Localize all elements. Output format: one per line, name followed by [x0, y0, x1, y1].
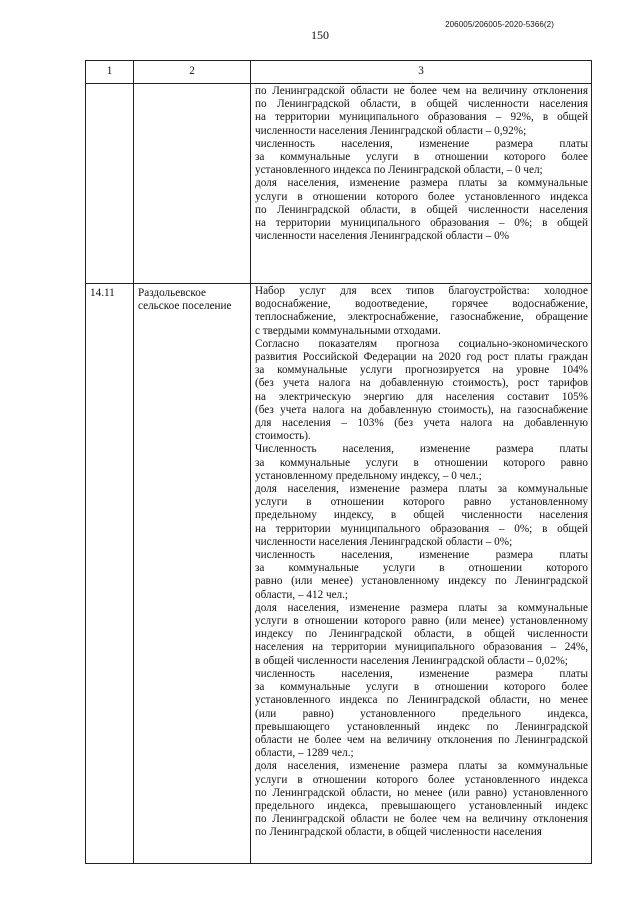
text-line: услуги в отношении которого более установленного индекса — [255, 773, 588, 786]
text-line: доля населения, изменение размера платы за коммунальные — [255, 177, 588, 190]
text-line: за коммунальные услуги в отношении которого более — [255, 681, 588, 694]
text-line: области, – 412 чел.; — [255, 588, 349, 601]
text-line: за коммунальные услуги прогнозируется на уровне 104% — [255, 364, 588, 377]
table-header-row — [86, 61, 592, 84]
text-line: (или равно) установленного предельного индекса, — [255, 707, 588, 720]
text-line: (без учета налога на добавленную стоимость), на газоснабжение — [255, 403, 588, 416]
text-line: численности населения Ленинградской области – 0% — [255, 230, 510, 243]
text-line: доля населения, изменение размера платы за коммунальные — [255, 760, 588, 773]
text-line: Согласно показателям прогноза социально-экономического — [255, 337, 588, 350]
text-line: установленного индекса по Ленинградской области, но менее — [255, 694, 588, 707]
text-line: доля населения, изменение размера платы за коммунальные — [255, 601, 588, 614]
text-line: теплоснабжение, электроснабжение, газоснабжение, обращение — [255, 311, 588, 324]
settlement-name-cell — [134, 84, 251, 284]
text-line: стоимость). — [255, 430, 311, 443]
text-line: за коммунальные услуги в отношении которого равно — [255, 456, 588, 469]
text-line: по Ленинградской области, но менее (или равно) установленного — [255, 786, 588, 799]
text-line: на электрическую энергию для населения составит 105% — [255, 390, 588, 403]
tariff-table — [85, 60, 592, 864]
description-cell — [251, 284, 592, 864]
row-number-cell — [86, 84, 134, 284]
table-row — [86, 284, 592, 864]
column-header-3: 3 — [251, 61, 592, 84]
row-number-cell: 14.11 — [86, 284, 134, 864]
text-line: для населения – 103% (без учета налога на добавленную — [255, 417, 588, 430]
text-line: водоснабжение, водоотведение, горячее водоснабжение, — [255, 298, 588, 311]
text-line: за коммунальные услуги в отношении которого — [255, 562, 588, 575]
text-line: доля населения, изменение размера платы за коммунальные — [255, 483, 588, 496]
text-line: за коммунальные услуги в отношении которого более — [255, 151, 588, 164]
table-row — [86, 84, 592, 284]
text-line: на территории муниципального образования – 92%, в общей — [255, 111, 588, 124]
text-line: по Ленинградской области не более чем на величину отклонения — [255, 813, 588, 826]
text-line: услуги в отношении которого более установленного индекса — [255, 190, 588, 203]
text-line: предельному индексу, в общей численности населения — [255, 509, 588, 522]
page-number: 150 — [311, 28, 329, 42]
text-line: области, – 1289 чел.; — [255, 747, 354, 760]
text-line: по Ленинградской области не более чем на величину отклонения — [255, 85, 588, 97]
text-line: (без учета налога на добавленную стоимость), рост тарифов — [255, 377, 588, 390]
text-line: численность населения, изменение размера платы — [255, 549, 588, 562]
text-line: установленному предельному индексу, – 0 чел.; — [255, 469, 482, 482]
text-line: предельного индекса, превышающего установленный индекс — [255, 799, 588, 812]
text-line: индексу по Ленинградской области, в общей численности — [255, 628, 588, 641]
text-line: установленного индекса по Ленинградской области, – 0 чел; — [255, 164, 543, 177]
text-line: по Ленинградской области, в общей численности населения — [255, 98, 588, 111]
text-line: развития Российской Федерации на 2020 год рост платы граждан — [255, 351, 588, 364]
text-line: населения на территории муниципального образования – 24%, — [255, 641, 588, 654]
text-line: численности населения Ленинградской области – 0,92%; — [255, 124, 527, 137]
text-line: услуги в отношении которого равно (или менее) установленному — [255, 615, 588, 628]
text-line: с твердыми коммунальными отходами. — [255, 324, 441, 337]
text-line: численности населения Ленинградской области – 0%; — [255, 535, 513, 548]
text-line: Набор услуг для всех типов благоустройства: холодное — [255, 285, 588, 297]
text-line: по Ленинградской области, в общей численности населения — [255, 826, 542, 839]
document-id: 206005/206005-2020-5366(2) — [445, 20, 554, 29]
text-line: превышающего установленный индекс по Ленинградской — [255, 720, 588, 733]
text-line: на территории муниципального образования – 0%; в общей — [255, 217, 588, 230]
settlement-name-cell: Раздольевское сельское поселение — [134, 284, 251, 864]
text-line: равно (или менее) установленному индексу по Ленинградской — [255, 575, 588, 588]
text-line: в общей численности населения Ленинградской области – 0,02%; — [255, 654, 568, 667]
text-line: численность населения, изменение размера платы — [255, 137, 588, 150]
text-line: Численность населения, изменение размера платы — [255, 443, 588, 456]
text-line: области не более чем на величину отклонения по Ленинградской — [255, 733, 588, 746]
column-header-1: 1 — [86, 61, 134, 84]
text-line: численность населения, изменение размера платы — [255, 667, 588, 680]
text-line: на территории муниципального образования – 0%; в общей — [255, 522, 588, 535]
text-line: по Ленинградской области, в общей численности населения — [255, 203, 588, 216]
column-header-2: 2 — [134, 61, 251, 84]
text-line: услуги в отношении которого равно установленному — [255, 496, 588, 509]
description-cell — [251, 84, 592, 284]
